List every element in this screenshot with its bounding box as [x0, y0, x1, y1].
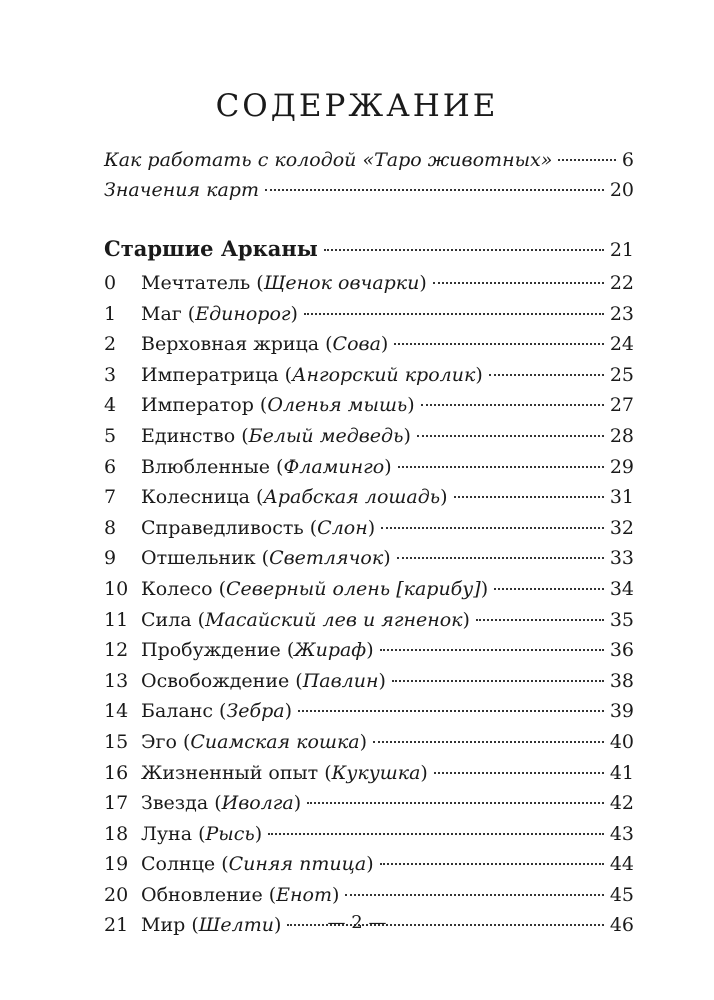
toc-entry-row[interactable]: [104, 788, 634, 819]
card-name: Колесница (: [141, 486, 264, 509]
card-number: 16: [104, 761, 129, 784]
card-number: 13: [104, 669, 129, 692]
card-animal: Единорог: [195, 302, 291, 325]
card-number: 2: [104, 333, 117, 356]
dot-leader: [434, 772, 604, 774]
card-close-paren: ): [407, 394, 415, 417]
card-name: Справедливость (: [141, 516, 318, 539]
toc-entry-row[interactable]: [104, 574, 634, 605]
card-page: 23: [609, 302, 634, 325]
card-number: 8: [104, 516, 117, 539]
card-close-paren: ): [359, 730, 368, 753]
card-page: 42: [609, 792, 634, 815]
card-number: 15: [104, 730, 129, 753]
card-animal: Ангорский кролик: [292, 363, 476, 386]
toc-row-page: 20: [609, 179, 634, 201]
toc-entry-row[interactable]: [104, 513, 634, 544]
card-title: [141, 635, 374, 666]
card-animal: Павлин: [302, 669, 379, 692]
card-animal: Фламинго: [283, 455, 385, 478]
card-name: Верховная жрица (: [141, 333, 333, 356]
card-close-paren: ): [332, 883, 340, 906]
card-number: 11: [104, 608, 129, 631]
toc-entry-row[interactable]: [104, 360, 634, 391]
card-animal: Белый медведь: [248, 424, 404, 447]
dot-leader: [324, 249, 604, 251]
card-number: 10: [104, 577, 129, 600]
toc-entry-row[interactable]: [104, 666, 634, 697]
card-name: Пробуждение (: [141, 639, 295, 662]
card-animal: Кукушка: [331, 761, 421, 784]
card-title: [141, 666, 386, 697]
card-page: 41: [609, 761, 634, 784]
card-number: 14: [104, 700, 129, 723]
toc-entry-row[interactable]: [104, 605, 634, 636]
card-name: Влюбленные (: [141, 455, 284, 478]
dot-leader: [345, 894, 603, 896]
card-title: [141, 482, 448, 513]
card-animal: Северный олень [карибу]: [226, 577, 481, 600]
card-name: Звезда (: [141, 792, 222, 815]
card-close-paren: ): [367, 516, 376, 539]
card-close-paren: ): [440, 486, 448, 509]
card-title: [141, 360, 483, 391]
card-page: 25: [609, 363, 634, 386]
card-title: [141, 819, 262, 850]
dot-leader: [421, 404, 604, 406]
card-page: 35: [609, 608, 634, 631]
card-title: [141, 574, 488, 605]
card-name: Сила (: [141, 608, 206, 631]
toc-entry-row[interactable]: [104, 727, 634, 758]
toc-entry-row[interactable]: [104, 299, 634, 330]
toc-entry-row[interactable]: [104, 268, 634, 299]
card-number: 4: [104, 394, 117, 417]
card-page: 22: [609, 272, 634, 294]
card-page: 38: [609, 669, 634, 692]
dot-leader: [380, 649, 604, 651]
dot-leader: [394, 343, 603, 345]
toc-entry-row[interactable]: [104, 421, 634, 452]
card-title: [141, 758, 428, 789]
card-animal: Оленья мышь: [267, 394, 408, 417]
card-name: Мир (: [141, 914, 199, 937]
card-close-paren: ): [403, 424, 411, 447]
dot-leader: [373, 741, 604, 743]
card-animal: Масайский лев и ягненок: [205, 608, 463, 631]
card-title: [141, 513, 375, 544]
card-number: 12: [104, 639, 129, 662]
card-page: 29: [609, 455, 634, 478]
page-title: СОДЕРЖАНИЕ: [215, 88, 499, 124]
card-page: 39: [609, 700, 634, 723]
toc-entry-row[interactable]: [104, 819, 634, 850]
card-number: 5: [104, 424, 117, 447]
dot-leader: [265, 189, 604, 191]
card-name: Мечтатель (: [141, 272, 264, 294]
card-name: Освобождение (: [141, 669, 303, 692]
dot-leader: [392, 680, 604, 682]
card-close-paren: ): [378, 669, 386, 692]
toc-row-card-meanings[interactable]: [104, 175, 634, 205]
dot-leader: [304, 313, 604, 315]
card-animal: Синяя птица: [228, 853, 367, 876]
card-close-paren: ): [293, 792, 302, 815]
toc-entry-row[interactable]: [104, 758, 634, 789]
dot-leader: [489, 374, 604, 376]
dot-leader: [380, 863, 604, 865]
card-close-paren: ): [290, 302, 298, 325]
card-page: 32: [609, 516, 634, 539]
card-number: 20: [104, 883, 129, 906]
page-number: — 2 —: [327, 912, 387, 933]
card-animal: Жираф: [294, 639, 367, 662]
card-title: [141, 299, 298, 330]
card-name: Отшельник (: [141, 547, 270, 570]
card-number: 6: [104, 455, 117, 478]
card-page: 46: [609, 914, 634, 937]
card-animal: Шелти: [198, 914, 275, 937]
card-close-paren: ): [420, 761, 428, 784]
card-animal: Арабская лошадь: [263, 486, 441, 509]
card-name: Эго (: [141, 730, 191, 753]
toc-entry-row[interactable]: [104, 635, 634, 666]
dot-leader: [454, 496, 604, 498]
card-number: 9: [104, 547, 117, 570]
card-page: 44: [609, 853, 634, 876]
card-title: [141, 543, 391, 574]
card-title: [141, 696, 292, 727]
toc-entry-row[interactable]: [104, 329, 634, 360]
card-title: [141, 268, 427, 299]
dot-leader: [558, 159, 616, 161]
card-animal: Сова: [332, 333, 381, 356]
card-animal: Щенок овчарки: [263, 272, 420, 294]
card-close-paren: ): [366, 639, 374, 662]
card-close-paren: ): [366, 853, 374, 876]
card-number: 0: [104, 272, 117, 294]
card-title: [141, 788, 301, 819]
card-close-paren: ): [284, 700, 293, 723]
card-title: [141, 421, 411, 452]
card-name: Луна (: [141, 822, 206, 845]
arcana-list: [104, 268, 634, 941]
card-name: Солнце (: [141, 853, 229, 876]
card-close-paren: ): [480, 577, 489, 600]
card-page: 36: [609, 639, 634, 662]
card-number: 3: [104, 363, 117, 386]
card-close-paren: ): [384, 455, 392, 478]
dot-leader: [298, 710, 604, 712]
card-page: 27: [609, 394, 634, 417]
card-number: 17: [104, 792, 129, 815]
toc-row-label: Как работать с колодой «Таро животных»: [104, 149, 553, 171]
toc-row-page: 6: [621, 149, 634, 171]
dot-leader: [268, 833, 604, 835]
intro-list: [104, 145, 634, 205]
toc-entry-row[interactable]: [104, 696, 634, 727]
dot-leader: [307, 802, 604, 804]
card-number: 21: [104, 914, 129, 937]
dot-leader: [494, 588, 604, 590]
card-animal: Енот: [276, 883, 332, 906]
card-page: 40: [609, 730, 634, 753]
toc-entry-row[interactable]: [104, 849, 634, 880]
dot-leader: [433, 282, 604, 284]
card-name: Колесо (: [141, 577, 226, 600]
card-name: Единство (: [141, 424, 249, 447]
card-animal: Рысь: [205, 822, 255, 845]
card-page: 31: [609, 486, 634, 509]
toc-entry-row[interactable]: [104, 390, 634, 421]
card-animal: Иволга: [221, 792, 294, 815]
card-page: 33: [609, 547, 634, 570]
card-name: Баланс (: [141, 700, 227, 723]
dot-leader: [397, 557, 604, 559]
card-close-paren: ): [419, 272, 427, 294]
table-of-contents: [104, 145, 634, 941]
card-number: 7: [104, 486, 117, 509]
toc-entry-row[interactable]: [104, 543, 634, 574]
card-name: Император (: [141, 394, 268, 417]
card-name: Маг (: [141, 302, 196, 325]
card-close-paren: ): [462, 608, 470, 631]
card-close-paren: ): [475, 363, 483, 386]
card-close-paren: ): [274, 914, 282, 937]
card-page: 45: [609, 883, 634, 906]
dot-leader: [476, 619, 604, 621]
card-title: [141, 605, 470, 636]
card-animal: Зебра: [226, 700, 285, 723]
toc-entry-row[interactable]: [104, 452, 634, 483]
card-title: [141, 880, 339, 911]
card-animal: Сиамская кошка: [190, 730, 360, 753]
dot-leader: [398, 466, 604, 468]
toc-section-major-arcana[interactable]: [104, 230, 634, 268]
card-close-paren: ): [254, 822, 263, 845]
card-title: [141, 329, 388, 360]
dot-leader: [381, 527, 604, 529]
dot-leader: [417, 435, 604, 437]
card-number: 19: [104, 853, 129, 876]
toc-entry-row[interactable]: [104, 482, 634, 513]
card-name: Жизненный опыт (: [141, 761, 332, 784]
section-page: 21: [609, 239, 634, 261]
card-close-paren: ): [383, 547, 391, 570]
card-number: 18: [104, 822, 129, 845]
card-title: [141, 452, 392, 483]
toc-entry-row[interactable]: [104, 880, 634, 911]
card-close-paren: ): [380, 333, 389, 356]
toc-row-how-to-work[interactable]: [104, 145, 634, 175]
card-page: 43: [609, 822, 634, 845]
section-heading: Старшие Арканы: [104, 236, 318, 261]
card-animal: Слон: [317, 516, 368, 539]
card-name: Императрица (: [141, 363, 293, 386]
card-name: Обновление (: [141, 883, 277, 906]
card-page: 28: [609, 424, 634, 447]
card-title: [141, 390, 415, 421]
card-title: [141, 727, 367, 758]
card-animal: Светлячок: [269, 547, 384, 570]
toc-row-label: Значения карт: [104, 179, 259, 201]
card-page: 24: [609, 333, 634, 356]
card-number: 1: [104, 302, 117, 325]
card-title: [141, 849, 374, 880]
card-page: 34: [609, 577, 634, 600]
